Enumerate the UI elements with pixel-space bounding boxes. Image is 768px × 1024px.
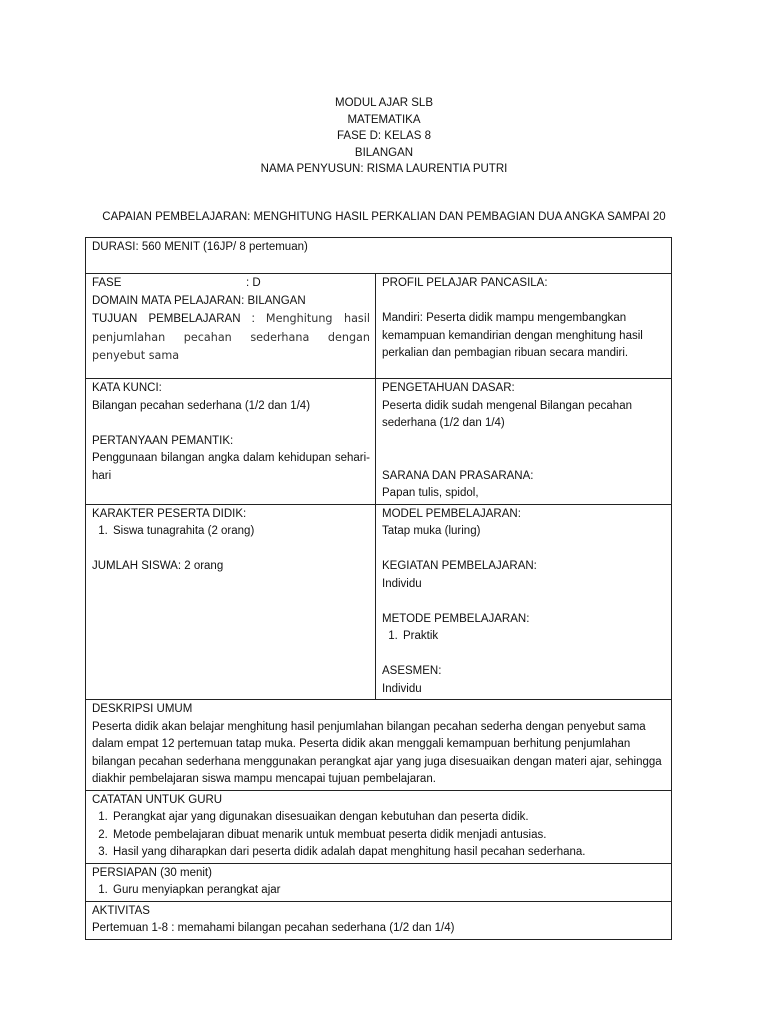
kata-kunci-label: KATA KUNCI: — [92, 382, 162, 394]
row-catatan — [86, 790, 672, 863]
pengetahuan-text: Peserta didik sudah mengenal Bilangan pecahan sederhana (1/2 dan 1/4) — [382, 399, 632, 429]
capaian-pembelajaran: CAPAIAN PEMBELAJARAN: MENGHITUNG HASIL PERKALIAN DAN PEMBAGIAN DUA ANGKA SAMPAI 20 — [102, 211, 666, 223]
module-title: MODUL AJAR SLB — [335, 97, 433, 109]
list-item: 2. Metode pembelajaran dibuat menarik untuk membuat peserta didik menjadi antusias. — [111, 827, 666, 845]
topic-title: BILANGAN — [354, 146, 414, 159]
row-karakter — [86, 504, 672, 700]
deskripsi-text: Peserta didik akan belajar menghitung hasil penjumlahan bilangan pecahan sederha dengan penyebut sama dalam empat 12 pertemuan tatap muka. Peserta didik akan menggali kemampuan berhitung penjumlahan bilangan pecahan sederhana menggunakan perangkat ajar yang juga disesuaikan dengan materi ajar, sehingga diakhir pembelajaran siswa mampu mencapai tujuan pembelajaran. — [92, 720, 662, 785]
asesmen-text: Individu — [382, 682, 422, 695]
document-header — [0, 95, 768, 178]
jumlah-siswa: JUMLAH SISWA: 2 orang — [92, 560, 224, 572]
row-aktivitas — [86, 901, 672, 939]
catatan-label: CATATAN UNTUK GURU — [92, 793, 223, 806]
list-item: 1. Praktik — [401, 628, 666, 646]
catatan-list — [92, 809, 666, 862]
durasi-cell — [86, 238, 672, 274]
kegiatan-text: Individu — [382, 577, 422, 590]
profil-label: PROFIL PELAJAR PANCASILA: — [382, 277, 548, 289]
fase-label: FASE — [92, 277, 122, 289]
model-label: MODEL PEMBELAJARAN: — [382, 507, 521, 520]
persiapan-label: PERSIAPAN (30 menit) — [92, 866, 212, 879]
deskripsi-label: DESKRIPSI UMUM — [92, 703, 193, 715]
durasi-text: DURASI: 560 MENIT (16JP/ 8 pertemuan) — [92, 241, 308, 253]
tujuan-block — [92, 310, 370, 366]
karakter-list — [92, 523, 370, 541]
subject-title: MATEMATIKA — [347, 113, 421, 126]
pertanyaan-text: Penggunaan bilangan angka dalam kehidupan sehari-hari — [92, 452, 370, 482]
row-persiapan — [86, 863, 672, 901]
pertanyaan-label: PERTANYAAN PEMANTIK: — [92, 434, 234, 447]
fase-cell — [86, 274, 376, 379]
kegiatan-label: KEGIATAN PEMBELAJARAN: — [382, 560, 537, 572]
deskripsi-cell — [86, 700, 672, 791]
list-item: 1. Siswa tunagrahita (2 orang) — [111, 523, 370, 541]
row-fase-profil — [86, 274, 672, 379]
tujuan-text: Menghitung hasil penjumlahan pecahan sederhana dengan penyebut sama — [92, 312, 370, 362]
domain-text: DOMAIN MATA PELAJARAN: BILANGAN — [92, 294, 306, 307]
module-table — [85, 237, 672, 940]
pengetahuan-cell — [376, 379, 672, 505]
author-name: NAMA PENYUSUN: RISMA LAURENTIA PUTRI — [260, 163, 508, 175]
metode-list — [382, 628, 666, 646]
phase-class: FASE D: KELAS 8 — [337, 130, 431, 142]
sarana-label: SARANA DAN PRASARANA: — [382, 469, 534, 482]
pengetahuan-label: PENGETAHUAN DASAR: — [382, 382, 515, 394]
aktivitas-text: Pertemuan 1-8 : memahami bilangan pecahan sederhana (1/2 dan 1/4) — [92, 922, 455, 934]
kata-kunci-text: Bilangan pecahan sederhana (1/2 dan 1/4) — [92, 399, 311, 412]
fase-value: : D — [246, 277, 261, 289]
persiapan-cell — [86, 863, 672, 901]
karakter-label: KARAKTER PESERTA DIDIK: — [92, 507, 247, 520]
sarana-text: Papan tulis, spidol, — [382, 487, 479, 499]
model-text: Tatap muka (luring) — [382, 525, 481, 537]
model-cell — [376, 504, 672, 700]
profil-cell — [376, 274, 672, 379]
list-item: 3. Hasil yang diharapkan dari peserta didik adalah dapat menghitung hasil pecahan sederhana. — [111, 844, 666, 862]
row-deskripsi — [86, 700, 672, 791]
row-durasi — [86, 238, 672, 274]
profil-text: Mandiri: Peserta didik mampu mengembangkan kemampuan kemandirian dengan menghitung hasil perkalian dan pembagian ribuan secara mandiri. — [382, 312, 643, 359]
karakter-cell — [86, 504, 376, 700]
list-item: 1. Perangkat ajar yang digunakan disesuaikan dengan kebutuhan dan peserta didik. — [111, 809, 666, 827]
aktivitas-cell — [86, 901, 672, 939]
list-item: 1. Guru menyiapkan perangkat ajar — [111, 882, 666, 900]
catatan-cell — [86, 790, 672, 863]
row-kata-kunci — [86, 379, 672, 505]
kata-kunci-cell — [86, 379, 376, 505]
persiapan-list — [92, 882, 666, 900]
asesmen-label: ASESMEN: — [382, 665, 442, 677]
fase-line — [92, 275, 370, 293]
metode-label: METODE PEMBELAJARAN: — [382, 612, 530, 625]
aktivitas-label: AKTIVITAS — [92, 904, 150, 917]
tujuan-label: TUJUAN PEMBELAJARAN : — [92, 313, 255, 325]
